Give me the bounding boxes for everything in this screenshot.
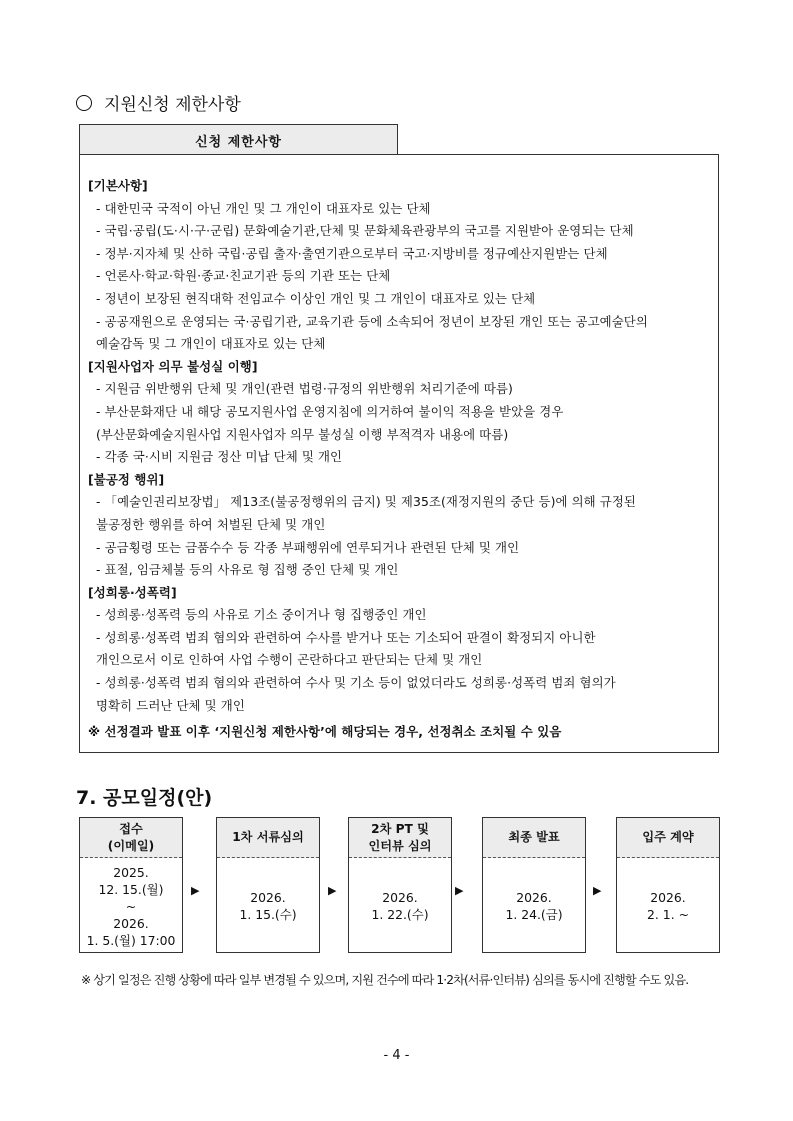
restrictions-table-header: 신청 제한사항 <box>79 124 398 155</box>
restriction-item <box>88 265 708 288</box>
step-date-line: 2026. <box>516 890 552 905</box>
restriction-line: - 각종 국·시비 지원금 정산 미납 단체 및 개인 <box>96 449 343 465</box>
restriction-line: - 대한민국 국적이 아닌 개인 및 그 개인이 대표자로 있는 단체 <box>96 200 431 216</box>
restrictions-box <box>79 154 719 753</box>
step-header-line: 2차 PT 및 <box>371 821 429 836</box>
restriction-line: - 공금횡령 또는 금품수수 등 각종 부패행위에 연루되거나 관련된 단체 및 개인 <box>96 539 520 555</box>
restriction-line: - 국립·공립(도·시·구·군립) 문화예술기관,단체 및 문화체육관광부의 국고를 지원받아 운영되는 단체 <box>96 223 634 239</box>
restriction-item <box>88 378 708 401</box>
page-number: - 4 - <box>383 1048 410 1063</box>
restriction-line: 예술감독 및 그 개인이 대표자로 있는 단체 <box>96 336 326 352</box>
step-date <box>349 858 451 954</box>
category-title: [불공정 행위] <box>88 471 165 487</box>
restriction-item <box>88 559 708 582</box>
schedule-step <box>616 817 720 953</box>
restriction-item <box>88 311 708 356</box>
restriction-line: 불공정한 행위를 하여 처벌된 단체 및 개인 <box>96 516 326 532</box>
schedule-step <box>348 817 452 953</box>
step-date-line: ~ <box>125 898 137 914</box>
restriction-line: - 부산문화재단 내 해당 공모지원사업 운영지침에 의거하여 불이익 적용을 받았을 경우 <box>96 403 564 419</box>
step-date-line: 1. 15.(수) <box>239 907 297 922</box>
restriction-line: 명확히 드러난 단체 및 개인 <box>96 697 245 713</box>
restriction-item <box>88 220 708 243</box>
section-title-text: 지원신청 제한사항 <box>104 95 241 115</box>
restriction-item <box>88 537 708 560</box>
schedule-step <box>216 817 320 953</box>
step-header-line: (이메일) <box>107 838 155 853</box>
step-date-line: 2026. <box>250 890 286 905</box>
restriction-line: - 정년이 보장된 현직대학 전임교수 이상인 개인 및 그 개인이 대표자로 있는 단체 <box>96 290 536 306</box>
restriction-line: - 지원금 위반행위 단체 및 개인(관련 법령·규정의 위반행위 처리기준에 따름) <box>96 381 513 397</box>
cancellation-note: ※ 선정결과 발표 이후 ‘지원신청 제한사항’에 해당되는 경우, 선정취소 조치될 수 있음 <box>88 724 562 740</box>
restriction-line: - 성희롱·성폭력 등의 사유로 기소 중이거나 형 집행중인 개인 <box>96 607 427 623</box>
restriction-item <box>88 627 708 672</box>
step-date-line: 12. 15.(월) <box>98 881 164 897</box>
arrow-right-icon: ▶ <box>328 884 337 897</box>
step-date-line: 1. 22.(수) <box>371 907 429 922</box>
category-title: [기본사항] <box>88 178 148 193</box>
restriction-line: - 「예술인권리보장법」 제13조(불공정행위의 금지) 및 제35조(재정지원의 중단 등)에 의해 규정된 <box>96 494 636 510</box>
step-header <box>483 818 585 858</box>
step-date-line: 2026. <box>113 915 149 931</box>
step-header-line: 인터뷰 심의 <box>368 838 432 853</box>
restriction-line: - 표절, 임금체불 등의 사유로 형 집행 중인 단체 및 개인 <box>96 562 399 578</box>
restriction-line: (부산문화예술지원사업 지원사업자 의무 불성실 이행 부적격자 내용에 따름) <box>96 426 509 442</box>
restriction-item <box>88 288 708 311</box>
step-header-line: 최종 발표 <box>508 830 560 844</box>
restriction-line: - 공공재원으로 운영되는 국·공립기관, 교육기관 등에 소속되어 정년이 보장된 개인 또는 공고예술단의 <box>96 313 648 329</box>
schedule-step <box>482 817 586 953</box>
step-date-line: 2025. <box>113 864 149 880</box>
step-date-line: 2026. <box>650 890 686 905</box>
restriction-line: - 언론사·학교·학원·종교·친교기관 등의 기관 또는 단체 <box>96 268 391 284</box>
step-header-line: 접수 <box>119 821 143 836</box>
category-title: [지원사업자 의무 불성실 이행] <box>88 358 258 374</box>
restriction-item <box>88 446 708 469</box>
restriction-item <box>88 491 708 536</box>
step-date <box>80 858 182 954</box>
step-date-line: 1. 24.(금) <box>505 907 563 922</box>
restriction-item <box>88 604 708 627</box>
schedule-footnote: ※ 상기 일정은 진행 상황에 따라 일부 변경될 수 있으며, 지원 건수에 따라 1·2차(서류·인터뷰) 심의를 동시에 진행할 수도 있음. <box>81 973 689 987</box>
restriction-line: - 성희롱·성폭력 범죄 혐의와 관련하여 수사를 받거나 또는 기소되어 판결이 확정되지 아니한 <box>96 629 596 645</box>
step-date-line: 1. 5.(월) 17:00 <box>86 932 176 948</box>
section-title <box>76 90 241 115</box>
step-header <box>349 818 451 858</box>
step-date <box>617 858 719 954</box>
restriction-line: 개인으로서 이로 인하여 사업 수행이 곤란하다고 판단되는 단체 및 개인 <box>96 652 483 668</box>
step-header-line: 입주 계약 <box>642 830 694 844</box>
step-date-line: 2. 1. ~ <box>647 907 689 922</box>
step-date-line: 2026. <box>382 890 418 905</box>
circle-bullet-icon <box>76 95 92 111</box>
restriction-item <box>88 198 708 221</box>
step-header-line: 1차 서류심의 <box>232 830 304 844</box>
restriction-item <box>88 672 708 717</box>
arrow-right-icon: ▶ <box>593 884 602 897</box>
schedule-title: 7. 공모일정(안) <box>76 787 213 809</box>
restriction-line: - 성희롱·성폭력 범죄 혐의와 관련하여 수사 및 기소 등이 없었더라도 성희롱·성폭력 범죄 혐의가 <box>96 675 616 691</box>
category-title: [성희롱·성폭력] <box>88 584 177 600</box>
restriction-line: - 정부·지자체 및 산하 국립·공립 출자·출연기관으로부터 국고·지방비를 정규예산지원받는 단체 <box>96 245 608 261</box>
step-date <box>217 858 319 954</box>
step-date <box>483 858 585 954</box>
schedule-step <box>79 817 183 953</box>
restriction-item <box>88 401 708 446</box>
restriction-item <box>88 243 708 266</box>
arrow-right-icon: ▶ <box>191 884 200 897</box>
step-header <box>80 818 182 858</box>
step-header <box>217 818 319 858</box>
step-header <box>617 818 719 858</box>
arrow-right-icon: ▶ <box>455 884 464 897</box>
